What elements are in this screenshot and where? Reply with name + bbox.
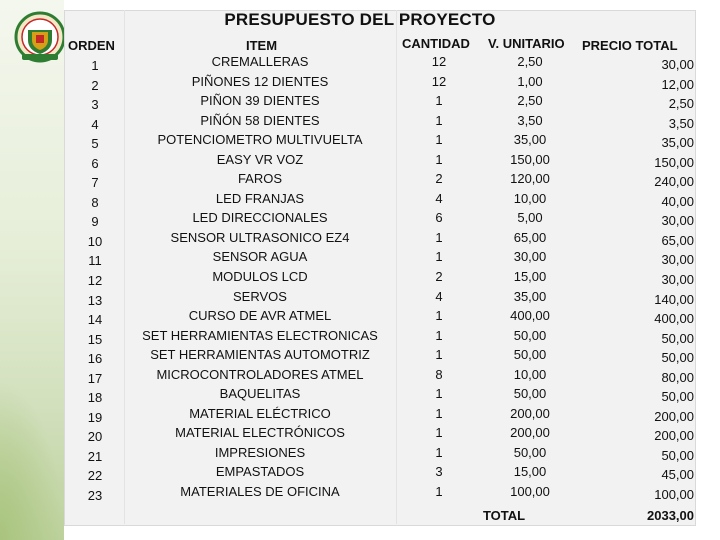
cell-v-unitario: 1,00 [517, 73, 543, 89]
cell-precio-total: 65,00 [661, 232, 694, 248]
cell-cantidad: 1 [435, 93, 443, 109]
cell-precio-total: 400,00 [654, 311, 694, 327]
cell-precio-total: 2,50 [668, 96, 694, 112]
cell-v-unitario: 10,00 [513, 190, 547, 206]
cell-orden: 19 [87, 409, 103, 425]
cell-v-unitario: 100,00 [510, 484, 550, 500]
cell-v-unitario: 200,00 [510, 425, 550, 441]
cell-item: PIÑÓN 58 DIENTES [200, 112, 320, 128]
cell-precio-total: 50,00 [661, 330, 694, 346]
cell-orden: 5 [91, 136, 99, 152]
cell-orden: 1 [91, 58, 99, 73]
cell-precio-total: 40,00 [661, 193, 694, 209]
cell-precio-total: 3,50 [668, 115, 694, 131]
cell-precio-total: 100,00 [654, 487, 694, 503]
header-precio-total: PRECIO TOTAL [582, 38, 678, 53]
column-divider [396, 10, 397, 524]
cell-item: SERVOS [233, 288, 287, 304]
total-value: 2033,00 [647, 508, 694, 523]
cell-v-unitario: 65,00 [513, 229, 547, 245]
cell-precio-total: 50,00 [661, 447, 694, 463]
cell-cantidad: 1 [435, 229, 443, 245]
cell-v-unitario: 10,00 [513, 366, 547, 382]
column-orden [70, 56, 120, 506]
cell-precio-total: 140,00 [654, 291, 694, 307]
institution-seal-icon [14, 10, 66, 64]
cell-item: FAROS [237, 171, 283, 187]
column-item [124, 52, 396, 502]
cell-item: MATERIAL ELECTRÓNICOS [175, 425, 345, 441]
cell-v-unitario: 400,00 [510, 308, 550, 324]
cell-cantidad: 6 [435, 210, 443, 226]
cell-orden: 4 [91, 116, 99, 132]
cell-orden: 17 [87, 370, 103, 386]
cell-cantidad: 4 [435, 190, 443, 206]
cell-precio-total: 45,00 [661, 467, 694, 483]
cell-item: SENSOR ULTRASONICO EZ4 [170, 229, 350, 245]
cell-orden: 7 [91, 175, 99, 191]
cell-orden: 3 [91, 97, 99, 113]
cell-cantidad: 1 [435, 249, 443, 265]
cell-orden: 23 [87, 488, 103, 504]
cell-item: MICROCONTROLADORES ATMEL [156, 366, 364, 382]
cell-item: LED FRANJAS [215, 190, 305, 206]
cell-v-unitario: 3,50 [517, 112, 543, 128]
cell-cantidad: 1 [435, 308, 443, 324]
cell-orden: 8 [91, 194, 99, 210]
cell-orden: 22 [87, 468, 103, 484]
cell-orden: 20 [87, 429, 103, 445]
column-cantidad [400, 52, 478, 502]
cell-v-unitario: 15,00 [513, 464, 547, 480]
cell-cantidad: 1 [435, 444, 443, 460]
cell-cantidad: 1 [435, 327, 443, 343]
cell-cantidad: 12 [431, 54, 447, 69]
cell-cantidad: 1 [435, 112, 443, 128]
cell-v-unitario: 2,50 [517, 93, 543, 109]
cell-precio-total: 30,00 [661, 213, 694, 229]
cell-precio-total: 30,00 [661, 252, 694, 268]
cell-item: PIÑON 39 DIENTES [200, 93, 320, 109]
cell-cantidad: 8 [435, 366, 443, 382]
cell-orden: 13 [87, 292, 103, 308]
cell-cantidad: 2 [435, 269, 443, 285]
cell-orden: 21 [87, 448, 103, 464]
page-title: PRESUPUESTO DEL PROYECTO [224, 10, 496, 29]
cell-precio-total: 50,00 [661, 389, 694, 405]
cell-item: PIÑONES 12 DIENTES [191, 73, 329, 89]
cell-v-unitario: 35,00 [513, 288, 547, 304]
cell-cantidad: 3 [435, 464, 443, 480]
cell-item: MODULOS LCD [212, 269, 308, 285]
header-v-unitario: V. UNITARIO [488, 36, 565, 51]
cell-orden: 10 [87, 233, 103, 249]
cell-v-unitario: 15,00 [513, 269, 547, 285]
cell-orden: 11 [88, 253, 102, 269]
cell-precio-total: 150,00 [654, 154, 694, 170]
cell-item: MATERIAL ELÉCTRICO [189, 405, 331, 421]
cell-orden: 14 [87, 312, 103, 328]
cell-cantidad: 1 [435, 132, 443, 148]
cell-precio-total: 200,00 [654, 408, 694, 424]
cell-precio-total: 35,00 [661, 135, 694, 151]
cell-cantidad: 12 [431, 73, 447, 89]
cell-precio-total: 50,00 [661, 350, 694, 366]
total-label: TOTAL [482, 508, 526, 523]
cell-cantidad: 1 [435, 425, 443, 441]
cell-cantidad: 2 [435, 171, 443, 187]
column-v-unitario [480, 52, 580, 502]
cell-cantidad: 1 [435, 484, 443, 500]
cell-precio-total: 30,00 [661, 272, 694, 288]
cell-v-unitario: 50,00 [513, 444, 547, 460]
cell-v-unitario: 150,00 [510, 151, 550, 167]
cell-orden: 12 [87, 273, 103, 289]
cell-orden: 2 [91, 77, 99, 93]
cell-v-unitario: 2,50 [517, 54, 543, 69]
cell-precio-total: 12,00 [661, 76, 694, 92]
cell-cantidad: 4 [435, 288, 443, 304]
cell-item: EASY VR VOZ [216, 151, 304, 167]
cell-item: LED DIRECCIONALES [192, 210, 328, 226]
cell-cantidad: 1 [435, 405, 443, 421]
cell-v-unitario: 200,00 [510, 405, 550, 421]
cell-item: SET HERRAMIENTAS AUTOMOTRIZ [150, 347, 370, 363]
cell-v-unitario: 50,00 [513, 327, 547, 343]
cell-cantidad: 1 [435, 151, 443, 167]
cell-item: SET HERRAMIENTAS ELECTRONICAS [142, 327, 378, 343]
cell-v-unitario: 50,00 [513, 347, 547, 363]
header-item: ITEM [246, 38, 278, 53]
cell-item: POTENCIOMETRO MULTIVUELTA [157, 132, 363, 148]
cell-precio-total: 80,00 [661, 369, 694, 385]
cell-item: EMPASTADOS [215, 464, 305, 480]
cell-orden: 16 [87, 351, 103, 367]
cell-item: CREMALLERAS [211, 54, 309, 69]
cell-orden: 9 [91, 214, 99, 230]
cell-v-unitario: 120,00 [510, 171, 550, 187]
cell-orden: 6 [91, 155, 99, 171]
cell-v-unitario: 30,00 [513, 249, 547, 265]
cell-orden: 18 [87, 390, 103, 406]
header-orden: ORDEN [68, 38, 115, 53]
cell-v-unitario: 5,00 [517, 210, 543, 226]
cell-v-unitario: 35,00 [513, 132, 547, 148]
cell-v-unitario: 50,00 [513, 386, 547, 402]
column-precio-total [580, 55, 694, 505]
header-cantidad: CANTIDAD [402, 36, 470, 51]
cell-item: CURSO DE AVR ATMEL [188, 308, 332, 324]
cell-item: SENSOR AGUA [212, 249, 308, 265]
cell-precio-total: 30,00 [661, 57, 694, 72]
cell-precio-total: 240,00 [654, 174, 694, 190]
cell-precio-total: 200,00 [654, 428, 694, 444]
cell-orden: 15 [87, 331, 103, 347]
cell-item: IMPRESIONES [214, 444, 306, 460]
cell-cantidad: 1 [435, 386, 443, 402]
decorative-swoosh [0, 380, 64, 540]
cell-item: MATERIALES DE OFICINA [180, 484, 340, 500]
cell-item: BAQUELITAS [219, 386, 301, 402]
cell-cantidad: 1 [435, 347, 443, 363]
